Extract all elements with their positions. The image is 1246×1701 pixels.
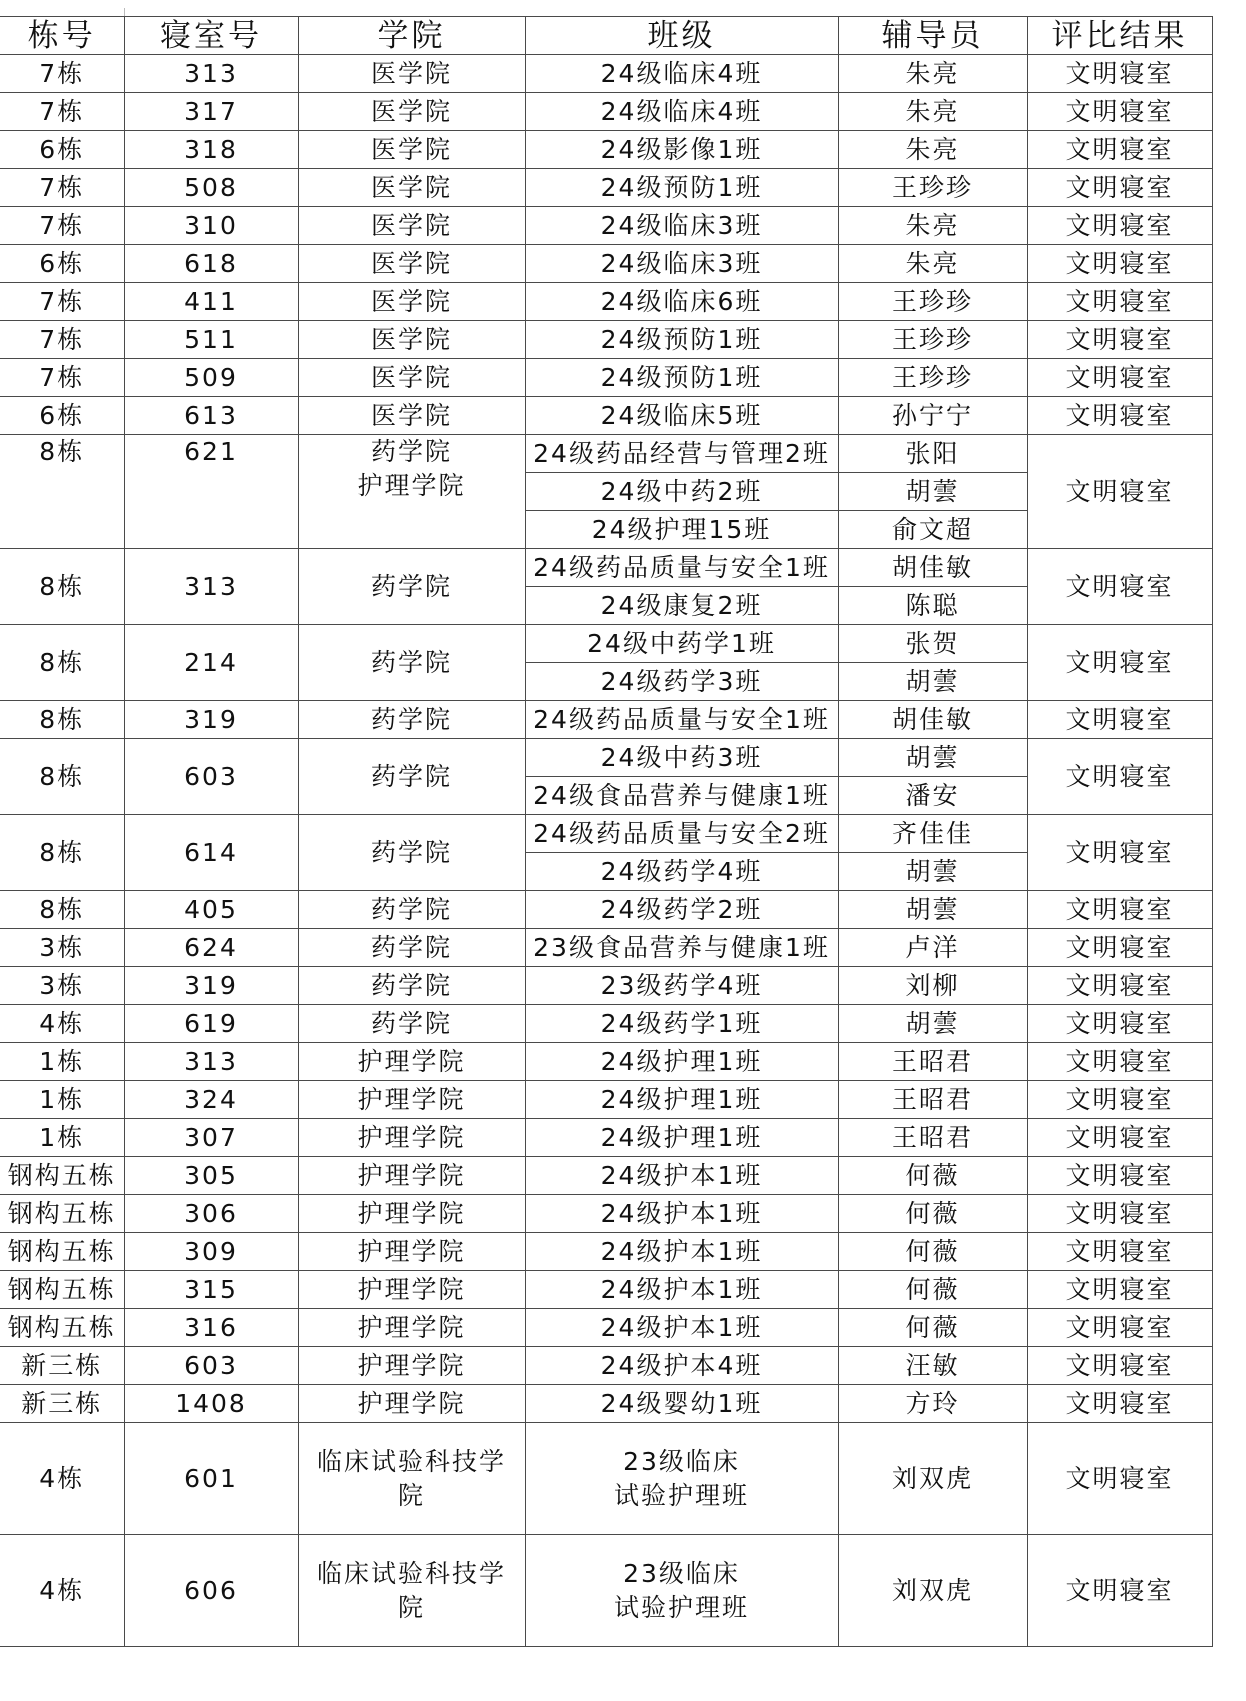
cell-room: 509 bbox=[124, 359, 298, 397]
cell-college: 护理学院 bbox=[298, 1347, 525, 1385]
header-college: 学院 bbox=[298, 17, 525, 55]
table-row bbox=[0, 1081, 1212, 1119]
cell-result: 文明寝室 bbox=[1027, 1535, 1212, 1647]
cell-result: 文明寝室 bbox=[1027, 1271, 1212, 1309]
cell-counselor: 何薇 bbox=[838, 1309, 1027, 1347]
table-row bbox=[0, 1043, 1212, 1081]
cell-counselor: 何薇 bbox=[838, 1233, 1027, 1271]
cell-result: 文明寝室 bbox=[1027, 739, 1212, 815]
table-row bbox=[0, 1233, 1212, 1271]
cell-class: 24级预防1班 bbox=[525, 169, 838, 207]
cell-counselor: 王珍珍 bbox=[838, 169, 1027, 207]
cell-building: 8栋 bbox=[0, 815, 124, 891]
cell-college: 护理学院 bbox=[298, 1233, 525, 1271]
cell-class: 24级护理1班 bbox=[525, 1043, 838, 1081]
cell-building: 钢构五栋 bbox=[0, 1157, 124, 1195]
table-body bbox=[0, 17, 1212, 1647]
cell-college: 临床试验科技学 院 bbox=[298, 1535, 525, 1647]
cell-result: 文明寝室 bbox=[1027, 1233, 1212, 1271]
cell-college: 医学院 bbox=[298, 169, 525, 207]
cell-class: 24级临床3班 bbox=[525, 207, 838, 245]
cell-class: 24级中药3班 bbox=[525, 739, 838, 777]
cell-room: 319 bbox=[124, 701, 298, 739]
cell-college: 医学院 bbox=[298, 93, 525, 131]
cell-counselor: 王珍珍 bbox=[838, 321, 1027, 359]
cell-room: 603 bbox=[124, 1347, 298, 1385]
cell-room: 313 bbox=[124, 549, 298, 625]
cell-result: 文明寝室 bbox=[1027, 891, 1212, 929]
cell-counselor: 张阳 bbox=[838, 435, 1027, 473]
cell-building: 7栋 bbox=[0, 321, 124, 359]
cell-room: 305 bbox=[124, 1157, 298, 1195]
cell-college: 护理学院 bbox=[298, 1385, 525, 1423]
cell-building: 7栋 bbox=[0, 93, 124, 131]
cell-counselor: 齐佳佳 bbox=[838, 815, 1027, 853]
cell-counselor: 胡佳敏 bbox=[838, 549, 1027, 587]
cell-class: 23级临床 试验护理班 bbox=[525, 1535, 838, 1647]
cell-class: 24级护本1班 bbox=[525, 1157, 838, 1195]
table-row bbox=[0, 739, 1212, 777]
cell-counselor: 潘安 bbox=[838, 777, 1027, 815]
cell-college: 医学院 bbox=[298, 321, 525, 359]
cell-result: 文明寝室 bbox=[1027, 207, 1212, 245]
cell-building: 钢构五栋 bbox=[0, 1271, 124, 1309]
cell-class: 24级药品质量与安全1班 bbox=[525, 701, 838, 739]
table-row bbox=[0, 207, 1212, 245]
cell-building: 新三栋 bbox=[0, 1347, 124, 1385]
cell-college: 医学院 bbox=[298, 283, 525, 321]
table-row bbox=[0, 1271, 1212, 1309]
cell-class: 23级药学4班 bbox=[525, 967, 838, 1005]
cell-college: 药学院 bbox=[298, 549, 525, 625]
cell-room: 411 bbox=[124, 283, 298, 321]
cell-room: 307 bbox=[124, 1119, 298, 1157]
cell-room: 306 bbox=[124, 1195, 298, 1233]
cell-counselor: 胡佳敏 bbox=[838, 701, 1027, 739]
cell-college: 护理学院 bbox=[298, 1157, 525, 1195]
cell-counselor: 王昭君 bbox=[838, 1119, 1027, 1157]
cell-room: 601 bbox=[124, 1423, 298, 1535]
cell-room: 317 bbox=[124, 93, 298, 131]
cell-building: 8栋 bbox=[0, 891, 124, 929]
table-row bbox=[0, 359, 1212, 397]
cell-class: 24级护理1班 bbox=[525, 1081, 838, 1119]
cell-building: 1栋 bbox=[0, 1043, 124, 1081]
cell-result: 文明寝室 bbox=[1027, 1119, 1212, 1157]
table-row bbox=[0, 1347, 1212, 1385]
cell-result: 文明寝室 bbox=[1027, 283, 1212, 321]
cell-room: 315 bbox=[124, 1271, 298, 1309]
cell-building: 1栋 bbox=[0, 1081, 124, 1119]
cell-counselor: 何薇 bbox=[838, 1157, 1027, 1195]
cell-college: 药学院 bbox=[298, 1005, 525, 1043]
cell-class: 24级预防1班 bbox=[525, 359, 838, 397]
cell-room: 619 bbox=[124, 1005, 298, 1043]
cell-result: 文明寝室 bbox=[1027, 549, 1212, 625]
cell-room: 606 bbox=[124, 1535, 298, 1647]
cell-building: 3栋 bbox=[0, 929, 124, 967]
cell-result: 文明寝室 bbox=[1027, 1043, 1212, 1081]
cell-counselor: 朱亮 bbox=[838, 55, 1027, 93]
cell-result: 文明寝室 bbox=[1027, 929, 1212, 967]
cell-college: 药学院 护理学院 bbox=[298, 435, 525, 549]
header-counselor: 辅导员 bbox=[838, 17, 1027, 55]
cell-college: 护理学院 bbox=[298, 1309, 525, 1347]
cell-counselor: 何薇 bbox=[838, 1271, 1027, 1309]
cell-college: 护理学院 bbox=[298, 1195, 525, 1233]
cell-class: 24级药品经营与管理2班 bbox=[525, 435, 838, 473]
cell-class: 24级护本1班 bbox=[525, 1271, 838, 1309]
cell-room: 319 bbox=[124, 967, 298, 1005]
cell-class: 24级药学3班 bbox=[525, 663, 838, 701]
header-room: 寝室号 bbox=[124, 17, 298, 55]
cell-room: 309 bbox=[124, 1233, 298, 1271]
table-row bbox=[0, 321, 1212, 359]
cell-result: 文明寝室 bbox=[1027, 131, 1212, 169]
cell-counselor: 陈聪 bbox=[838, 587, 1027, 625]
cell-room: 613 bbox=[124, 397, 298, 435]
cell-building: 4栋 bbox=[0, 1005, 124, 1043]
cell-room: 603 bbox=[124, 739, 298, 815]
cell-result: 文明寝室 bbox=[1027, 815, 1212, 891]
cell-counselor: 胡蕓 bbox=[838, 1005, 1027, 1043]
cell-class: 24级护理1班 bbox=[525, 1119, 838, 1157]
cell-counselor: 刘双虎 bbox=[838, 1423, 1027, 1535]
cell-class: 24级临床3班 bbox=[525, 245, 838, 283]
cell-counselor: 朱亮 bbox=[838, 207, 1027, 245]
cell-class: 23级食品营养与健康1班 bbox=[525, 929, 838, 967]
cell-class: 24级影像1班 bbox=[525, 131, 838, 169]
cell-class: 24级护本1班 bbox=[525, 1309, 838, 1347]
cell-counselor: 刘柳 bbox=[838, 967, 1027, 1005]
cell-room: 1408 bbox=[124, 1385, 298, 1423]
table-row bbox=[0, 1195, 1212, 1233]
cell-college: 药学院 bbox=[298, 891, 525, 929]
cell-college: 护理学院 bbox=[298, 1081, 525, 1119]
cell-counselor: 王昭君 bbox=[838, 1081, 1027, 1119]
cell-building: 8栋 bbox=[0, 549, 124, 625]
table-row bbox=[0, 435, 1212, 473]
cell-college: 临床试验科技学 院 bbox=[298, 1423, 525, 1535]
cell-college: 药学院 bbox=[298, 625, 525, 701]
cell-counselor: 孙宁宁 bbox=[838, 397, 1027, 435]
cell-college: 医学院 bbox=[298, 397, 525, 435]
cell-room: 324 bbox=[124, 1081, 298, 1119]
cell-college: 药学院 bbox=[298, 967, 525, 1005]
cell-college: 药学院 bbox=[298, 929, 525, 967]
table-row bbox=[0, 1535, 1212, 1647]
cell-college: 护理学院 bbox=[298, 1271, 525, 1309]
cell-college: 医学院 bbox=[298, 207, 525, 245]
cell-building: 8栋 bbox=[0, 701, 124, 739]
cell-class: 24级预防1班 bbox=[525, 321, 838, 359]
dormitory-evaluation-table bbox=[0, 16, 1213, 1647]
cell-building: 7栋 bbox=[0, 55, 124, 93]
cell-result: 文明寝室 bbox=[1027, 321, 1212, 359]
table-row bbox=[0, 929, 1212, 967]
cell-college: 护理学院 bbox=[298, 1119, 525, 1157]
cell-class: 24级药学4班 bbox=[525, 853, 838, 891]
table-row bbox=[0, 397, 1212, 435]
cell-room: 318 bbox=[124, 131, 298, 169]
cell-counselor: 胡蕓 bbox=[838, 739, 1027, 777]
cell-class: 24级婴幼1班 bbox=[525, 1385, 838, 1423]
table-row bbox=[0, 701, 1212, 739]
cell-building: 4栋 bbox=[0, 1535, 124, 1647]
cell-result: 文明寝室 bbox=[1027, 701, 1212, 739]
table-row bbox=[0, 625, 1212, 663]
cell-counselor: 卢洋 bbox=[838, 929, 1027, 967]
table-row bbox=[0, 1005, 1212, 1043]
cell-class: 24级临床4班 bbox=[525, 93, 838, 131]
cell-building: 新三栋 bbox=[0, 1385, 124, 1423]
cell-room: 511 bbox=[124, 321, 298, 359]
header-building: 栋号 bbox=[0, 17, 124, 55]
table-row bbox=[0, 1309, 1212, 1347]
cell-class: 24级药学1班 bbox=[525, 1005, 838, 1043]
cell-counselor: 王珍珍 bbox=[838, 283, 1027, 321]
cell-result: 文明寝室 bbox=[1027, 967, 1212, 1005]
cell-building: 8栋 bbox=[0, 625, 124, 701]
cell-counselor: 朱亮 bbox=[838, 93, 1027, 131]
cell-counselor: 胡蕓 bbox=[838, 853, 1027, 891]
cell-college: 医学院 bbox=[298, 359, 525, 397]
cell-counselor: 王珍珍 bbox=[838, 359, 1027, 397]
cell-result: 文明寝室 bbox=[1027, 359, 1212, 397]
cell-counselor: 方玲 bbox=[838, 1385, 1027, 1423]
cell-class: 24级食品营养与健康1班 bbox=[525, 777, 838, 815]
cell-counselor: 胡蕓 bbox=[838, 473, 1027, 511]
cell-result: 文明寝室 bbox=[1027, 1309, 1212, 1347]
cell-counselor: 朱亮 bbox=[838, 131, 1027, 169]
cell-building: 7栋 bbox=[0, 359, 124, 397]
cell-room: 508 bbox=[124, 169, 298, 207]
cell-class: 24级康复2班 bbox=[525, 587, 838, 625]
cell-room: 313 bbox=[124, 55, 298, 93]
cell-class: 24级药品质量与安全1班 bbox=[525, 549, 838, 587]
cell-room: 310 bbox=[124, 207, 298, 245]
table-row bbox=[0, 1385, 1212, 1423]
cell-room: 405 bbox=[124, 891, 298, 929]
cell-building: 6栋 bbox=[0, 131, 124, 169]
table-row bbox=[0, 283, 1212, 321]
cell-room: 313 bbox=[124, 1043, 298, 1081]
cell-building: 3栋 bbox=[0, 967, 124, 1005]
cell-result: 文明寝室 bbox=[1027, 169, 1212, 207]
cell-result: 文明寝室 bbox=[1027, 1195, 1212, 1233]
cell-counselor: 朱亮 bbox=[838, 245, 1027, 283]
cell-counselor: 胡蕓 bbox=[838, 663, 1027, 701]
cell-room: 614 bbox=[124, 815, 298, 891]
cell-result: 文明寝室 bbox=[1027, 1423, 1212, 1535]
cell-counselor: 王昭君 bbox=[838, 1043, 1027, 1081]
cell-building: 1栋 bbox=[0, 1119, 124, 1157]
cell-college: 医学院 bbox=[298, 55, 525, 93]
cell-class: 24级临床5班 bbox=[525, 397, 838, 435]
cell-college: 药学院 bbox=[298, 739, 525, 815]
cell-college: 药学院 bbox=[298, 815, 525, 891]
table-row bbox=[0, 131, 1212, 169]
table-row bbox=[0, 1119, 1212, 1157]
table-row bbox=[0, 169, 1212, 207]
cell-counselor: 俞文超 bbox=[838, 511, 1027, 549]
cell-room: 316 bbox=[124, 1309, 298, 1347]
cell-counselor: 胡蕓 bbox=[838, 891, 1027, 929]
cell-result: 文明寝室 bbox=[1027, 1005, 1212, 1043]
cell-class: 24级护本4班 bbox=[525, 1347, 838, 1385]
cell-class: 24级中药学1班 bbox=[525, 625, 838, 663]
cell-room: 624 bbox=[124, 929, 298, 967]
cell-building: 7栋 bbox=[0, 283, 124, 321]
cell-college: 医学院 bbox=[298, 131, 525, 169]
cell-class: 24级临床4班 bbox=[525, 55, 838, 93]
table-row bbox=[0, 1423, 1212, 1535]
cell-building: 4栋 bbox=[0, 1423, 124, 1535]
table-header-row bbox=[0, 17, 1212, 55]
cell-class: 24级护本1班 bbox=[525, 1233, 838, 1271]
table-row bbox=[0, 815, 1212, 853]
header-result: 评比结果 bbox=[1027, 17, 1212, 55]
cell-result: 文明寝室 bbox=[1027, 397, 1212, 435]
cell-result: 文明寝室 bbox=[1027, 93, 1212, 131]
cell-result: 文明寝室 bbox=[1027, 1385, 1212, 1423]
table-row bbox=[0, 967, 1212, 1005]
cell-result: 文明寝室 bbox=[1027, 55, 1212, 93]
cell-building: 钢构五栋 bbox=[0, 1233, 124, 1271]
cell-result: 文明寝室 bbox=[1027, 435, 1212, 549]
table-row bbox=[0, 93, 1212, 131]
cell-result: 文明寝室 bbox=[1027, 1157, 1212, 1195]
cell-room: 214 bbox=[124, 625, 298, 701]
cell-result: 文明寝室 bbox=[1027, 1081, 1212, 1119]
table-row bbox=[0, 549, 1212, 587]
cell-college: 药学院 bbox=[298, 701, 525, 739]
page-edge-mark bbox=[124, 8, 125, 16]
cell-class: 24级护理15班 bbox=[525, 511, 838, 549]
table-row bbox=[0, 891, 1212, 929]
table-row bbox=[0, 1157, 1212, 1195]
cell-college: 医学院 bbox=[298, 245, 525, 283]
cell-college: 护理学院 bbox=[298, 1043, 525, 1081]
cell-building: 6栋 bbox=[0, 397, 124, 435]
table-row bbox=[0, 55, 1212, 93]
cell-class: 24级药学2班 bbox=[525, 891, 838, 929]
cell-room: 621 bbox=[124, 435, 298, 549]
cell-result: 文明寝室 bbox=[1027, 1347, 1212, 1385]
cell-room: 618 bbox=[124, 245, 298, 283]
header-class: 班级 bbox=[525, 17, 838, 55]
cell-counselor: 汪敏 bbox=[838, 1347, 1027, 1385]
cell-counselor: 何薇 bbox=[838, 1195, 1027, 1233]
cell-counselor: 张贺 bbox=[838, 625, 1027, 663]
cell-building: 8栋 bbox=[0, 739, 124, 815]
cell-building: 钢构五栋 bbox=[0, 1195, 124, 1233]
table-row bbox=[0, 245, 1212, 283]
cell-result: 文明寝室 bbox=[1027, 625, 1212, 701]
cell-building: 7栋 bbox=[0, 207, 124, 245]
cell-class: 24级临床6班 bbox=[525, 283, 838, 321]
cell-counselor: 刘双虎 bbox=[838, 1535, 1027, 1647]
cell-building: 钢构五栋 bbox=[0, 1309, 124, 1347]
cell-building: 8栋 bbox=[0, 435, 124, 549]
cell-class: 23级临床 试验护理班 bbox=[525, 1423, 838, 1535]
cell-class: 24级中药2班 bbox=[525, 473, 838, 511]
cell-result: 文明寝室 bbox=[1027, 245, 1212, 283]
cell-class: 24级药品质量与安全2班 bbox=[525, 815, 838, 853]
cell-class: 24级护本1班 bbox=[525, 1195, 838, 1233]
cell-building: 6栋 bbox=[0, 245, 124, 283]
cell-building: 7栋 bbox=[0, 169, 124, 207]
